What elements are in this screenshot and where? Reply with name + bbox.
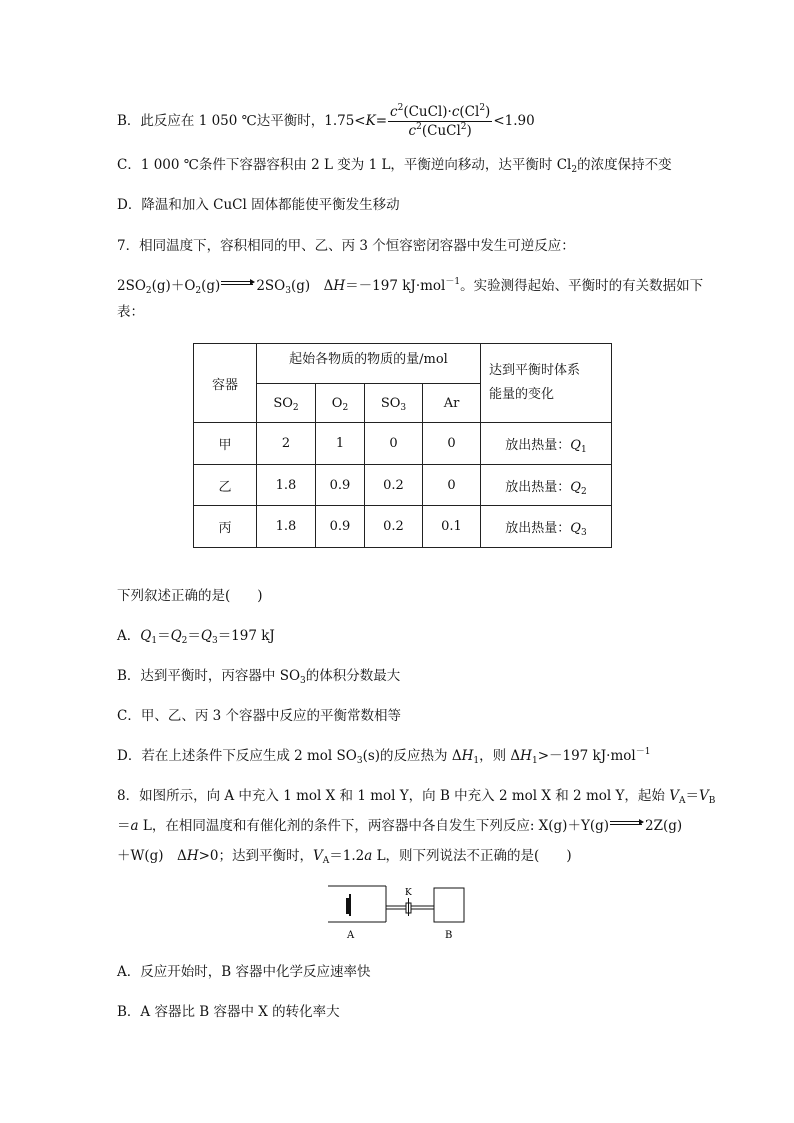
frac-den-mid: (CuCl <box>421 123 461 139</box>
header-energy <box>481 344 612 423</box>
container-diagram <box>325 880 465 942</box>
q6-option-b <box>117 104 535 139</box>
frac-num-post: (Cl <box>459 104 480 120</box>
q3-symbol: Q <box>200 628 212 644</box>
h1-sub: 1 <box>531 756 538 766</box>
q8-line3-mid: >0；达到平衡时， <box>198 848 313 864</box>
q7-option-b-post: 的体积分数最大 <box>305 668 401 684</box>
frac-num-end: ) <box>485 104 491 120</box>
constant-k: K <box>365 113 376 129</box>
q7-option-a-label: A． <box>117 628 141 644</box>
table-cell: 0 <box>423 423 481 465</box>
heat-q: Q <box>570 438 581 453</box>
heat-q: Q <box>570 479 581 495</box>
q7-option-b <box>117 666 400 686</box>
eq-so3: 2SO <box>256 278 286 294</box>
q8-option-b: B．A 容器比 B 容器中 X 的转化率大 <box>117 1004 340 1020</box>
q1-sub: 1 <box>151 636 158 646</box>
q6-option-c-post: 的浓度保持不变 <box>577 157 672 173</box>
species-base: SO <box>273 395 293 411</box>
header-container: 容器 <box>194 344 257 423</box>
eq-so2-sub: 2 <box>145 286 152 296</box>
q6-option-b-text: B．此反应在 1 050 ℃达平衡时，1.75< <box>117 113 366 129</box>
volume-v: V <box>698 788 709 804</box>
frac-den-c: c <box>408 123 417 139</box>
header-energy-line2: 能量的变化 <box>489 387 555 402</box>
k-fraction <box>388 104 492 139</box>
heat-cell <box>481 506 612 548</box>
q6-option-c-sub: 2 <box>571 165 578 175</box>
header-energy-line1: 达到平衡时体系 <box>489 363 581 378</box>
va-sub: A <box>678 796 686 806</box>
frac-num-sup2: 2 <box>479 103 486 113</box>
q7-option-d-post: >－197 kJ·mol <box>537 748 636 764</box>
frac-num-c2: c <box>451 104 460 120</box>
frac-num-mid: (CuCl)· <box>403 104 452 120</box>
label-a: A <box>347 930 355 941</box>
q6-option-c <box>117 155 672 175</box>
q6-option-c-text: C．1 000 ℃条件下容器容积由 2 L 变为 1 L，平衡逆向移动，达平衡时 Cl <box>117 157 572 173</box>
eq-o2-sub: 2 <box>195 286 202 296</box>
label-k: K <box>405 888 412 898</box>
table-cell: 0 <box>423 465 481 506</box>
container-b <box>434 888 464 922</box>
eq-g3: (g) <box>290 278 311 294</box>
equilibrium-arrow-icon <box>610 821 644 827</box>
equals-sign: = <box>375 113 388 129</box>
heat-label: 放出热量： <box>505 521 571 536</box>
q6-option-b-suffix: <1.90 <box>493 113 535 129</box>
frac-num-sup1: 2 <box>397 103 404 113</box>
q7-equation <box>117 276 703 296</box>
table-cell: 1 <box>316 423 365 465</box>
dh-sup: －1 <box>445 277 461 287</box>
q8-stem-line2 <box>117 816 682 836</box>
table-cell: 0.9 <box>316 465 365 506</box>
species-base: O <box>331 395 343 411</box>
row-name: 甲 <box>194 423 257 465</box>
equals-sign: ＝ <box>187 628 201 644</box>
q2-sub: 2 <box>181 636 188 646</box>
q3-sub: 3 <box>211 636 218 646</box>
species-sub: 2 <box>342 402 349 413</box>
enthalpy-h: H <box>461 748 474 764</box>
heat-cell <box>481 423 612 465</box>
q7-stem: 7．相同温度下，容积相同的甲、乙、丙 3 个恒容密闭容器中发生可逆反应： <box>117 238 575 254</box>
q8-line2-product: 2Z(g) <box>645 818 683 834</box>
species-base: SO <box>380 395 401 411</box>
enthalpy-h: H <box>333 278 346 294</box>
header-species <box>365 384 423 423</box>
frac-den-sup2: 2 <box>460 122 467 132</box>
heat-label: 放出热量： <box>505 438 571 453</box>
eq-tail: 。实验测得起始、平衡时的有关数据如下 <box>460 278 704 294</box>
q7-question: 下列叙述正确的是( ) <box>117 588 263 604</box>
eq-g2: (g) <box>201 278 221 294</box>
table-cell: 2 <box>257 423 316 465</box>
volume-v: V <box>669 788 679 804</box>
species-base: Ar <box>443 395 460 411</box>
table-row <box>194 506 612 548</box>
species-sub: 2 <box>292 402 299 413</box>
heat-q-sub: 1 <box>580 445 587 455</box>
table-cell: 0.2 <box>365 506 423 548</box>
eq-g1: (g)＋O <box>151 278 196 294</box>
data-table <box>193 343 612 548</box>
dh-value: ＝－197 kJ·mol <box>345 278 446 294</box>
q8-line2-eq: ＝ <box>117 818 131 834</box>
q7-option-a <box>117 626 275 646</box>
eq-so3-sub: 3 <box>285 286 291 296</box>
frac-den-sup1: 2 <box>416 122 422 132</box>
row-name: 乙 <box>194 465 257 506</box>
header-start-amounts: 起始各物质的物质的量/mol <box>257 344 481 384</box>
table-cell: 0.2 <box>365 465 423 506</box>
q7-option-b-sub: 3 <box>300 676 306 686</box>
q8-line3-text: ＋W(g) Δ <box>117 848 187 864</box>
header-species <box>257 384 316 423</box>
label-b: B <box>445 930 453 941</box>
enthalpy-h: H <box>186 848 199 864</box>
table-row <box>194 465 612 506</box>
heat-label: 放出热量： <box>505 479 571 495</box>
header-species <box>423 384 481 423</box>
q7-option-b-text: B．达到平衡时，丙容器中 SO <box>117 668 301 684</box>
volume-a: a <box>130 818 139 834</box>
equals-sign: ＝ <box>157 628 171 644</box>
q7-option-d-mid: (s)的反应热为 Δ <box>362 748 462 764</box>
q8-option-a: A．反应开始时，B 容器中化学反应速率快 <box>117 964 371 980</box>
q8-stem-line3 <box>117 846 572 866</box>
q8-line1-text: 8．如图所示，向 A 中充入 1 mol X 和 1 mol Y，向 B 中充入 2 mol X 和 2 mol Y，起始 <box>117 788 670 804</box>
heat-cell <box>481 465 612 506</box>
q7-option-a-post: ＝197 kJ <box>217 628 275 644</box>
q7-option-c: C．甲、乙、丙 3 个容器中反应的平衡常数相等 <box>117 708 402 724</box>
q7-option-d <box>117 746 650 766</box>
eq-so2: 2SO <box>117 278 146 294</box>
q7-stem-end: 表： <box>117 304 144 320</box>
equals-sign: ＝ <box>685 788 699 804</box>
q7-option-d-mid2: ，则 Δ <box>479 748 521 764</box>
row-name: 丙 <box>194 506 257 548</box>
delta-symbol: Δ <box>323 278 334 294</box>
heat-q: Q <box>570 521 581 536</box>
equilibrium-arrow-icon <box>221 281 255 287</box>
q7-option-d-text: D．若在上述条件下反应生成 2 mol SO <box>117 748 357 764</box>
q6-option-d: D．降温和加入 CuCl 固体都能使平衡发生移动 <box>117 197 400 213</box>
vb-sub: B <box>708 796 716 806</box>
volume-a: a <box>364 848 373 864</box>
header-species <box>316 384 365 423</box>
heat-q-sub: 2 <box>580 486 587 497</box>
species-sub: 3 <box>400 402 407 413</box>
va-sub: A <box>322 856 330 866</box>
enthalpy-h: H <box>520 748 532 764</box>
q8-line3-eq: ＝1.2 <box>329 848 365 864</box>
frac-den-end: ) <box>466 123 472 139</box>
table-cell: 0.9 <box>316 506 365 548</box>
table-cell: 0 <box>365 423 423 465</box>
volume-v: V <box>313 848 323 864</box>
heat-q-sub: 3 <box>580 528 587 538</box>
table-row <box>194 423 612 465</box>
q8-line3-post: L，则下列说法不正确的是( ) <box>372 848 572 864</box>
q2-symbol: Q <box>170 628 182 644</box>
q1-symbol: Q <box>140 628 152 644</box>
table-cell: 0.1 <box>423 506 481 548</box>
h1-sub: 1 <box>473 756 480 766</box>
table-cell: 1.8 <box>257 465 316 506</box>
q8-stem-line1 <box>117 786 715 806</box>
frac-num-c: c <box>390 104 398 120</box>
q7-option-d-sup: －1 <box>635 747 651 757</box>
q8-line2-text: L，在相同温度和有催化剂的条件下，两容器中各自发生下列反应: X(g)＋Y(g) <box>138 818 610 834</box>
table-cell: 1.8 <box>257 506 316 548</box>
q7-option-d-sub: 3 <box>356 756 363 766</box>
